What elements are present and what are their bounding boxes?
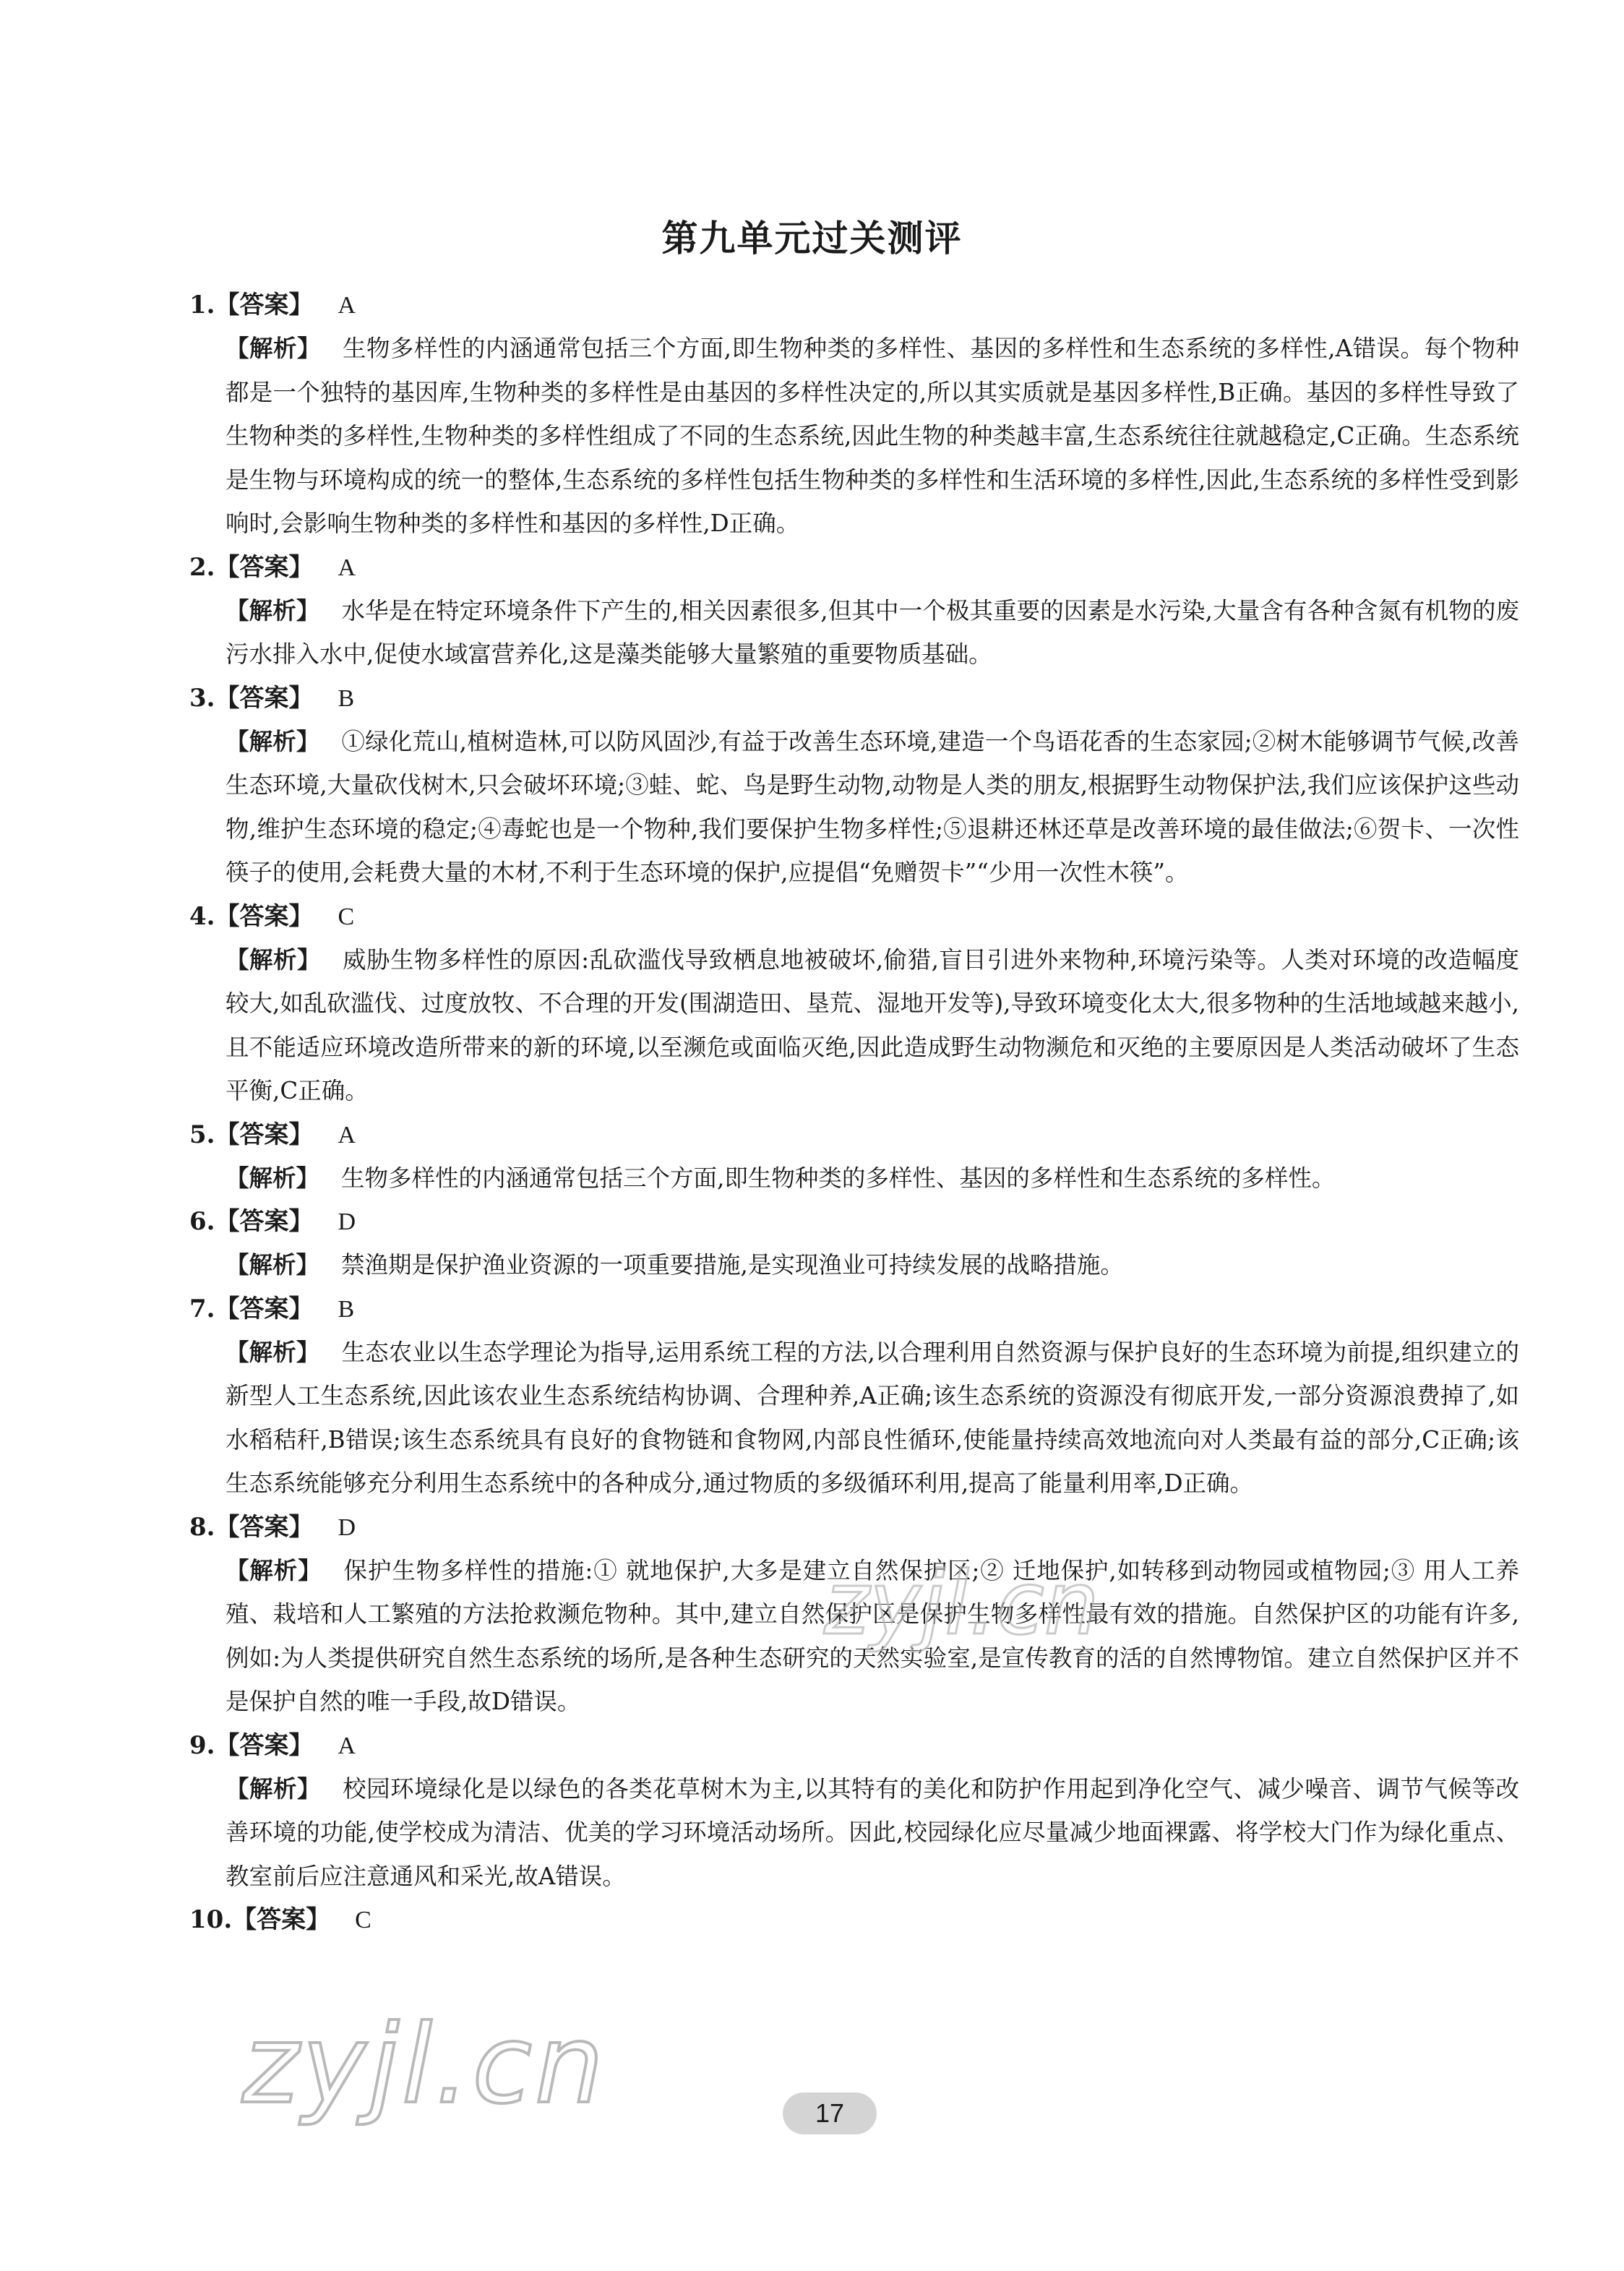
explanation-text: 生物多样性的内涵通常包括三个方面,即生物种类的多样性、基因的多样性和生态系统的多样性,A错误。每个物种都是一个独特的基因库,生物种类的多样性是由基因的多样性决定的,所以其实质就是基因多样性,B正确。基因的多样性导致了生物种类的多样性,生物种类的多样性组成了不同的生态系统,因此生物的种类越丰富,生态系统往往就越稳定,C正确。生态系统是生物与环境构成的统一的整体,生态系统的多样性包括生物种类的多样性和生活环境的多样性,因此,生态系统的多样性受到影响时,会影响生物种类的多样性和基因的多样性,D正确。 xyxy=(225,335,1519,537)
answer-line xyxy=(189,283,1519,327)
explanation xyxy=(189,720,1519,895)
answer-line xyxy=(189,677,1519,720)
question-number: 2. xyxy=(189,552,215,582)
page-title: 第九单元过关测评 xyxy=(661,218,963,259)
explain-tag: 【解析】 xyxy=(225,1774,322,1803)
explanation xyxy=(189,589,1519,677)
answer-tag: 【答案】 xyxy=(215,552,314,582)
answer-line xyxy=(189,1287,1519,1331)
answer-tag: 【答案】 xyxy=(215,1207,314,1236)
explanation xyxy=(189,1243,1519,1287)
answer-line xyxy=(189,1898,1519,1941)
explain-tag: 【解析】 xyxy=(225,945,322,974)
answer-tag: 【答案】 xyxy=(215,1730,314,1760)
watermark-logo-faint: zyjl.cn xyxy=(824,1554,1099,1654)
question-10 xyxy=(189,1898,1519,1941)
explanation-text: 生物多样性的内涵通常包括三个方面,即生物种类的多样性、基因的多样性和生态系统的多样性。 xyxy=(341,1164,1336,1192)
answer-value: C xyxy=(338,903,355,930)
explanation xyxy=(189,1331,1519,1506)
answer-line xyxy=(189,1506,1519,1549)
explain-tag: 【解析】 xyxy=(225,1164,320,1192)
page-number: 17 xyxy=(783,2092,877,2134)
answer-line xyxy=(189,895,1519,938)
question-7 xyxy=(189,1287,1519,1506)
answer-line xyxy=(189,1724,1519,1767)
question-2 xyxy=(189,546,1519,677)
explain-tag: 【解析】 xyxy=(225,1338,320,1366)
answer-value: B xyxy=(338,684,355,712)
watermark-logo: zyjl.cn xyxy=(242,2002,607,2128)
explain-tag: 【解析】 xyxy=(225,596,320,624)
explanation-text: 保护生物多样性的措施:① 就地保护,大多是建立自然保护区;② 迁地保护,如转移到动物园或植物园;③ 用人工养殖、栽培和人工繁殖的方法抢救濒危物种。其中,建立自然保护区是保护生物多样性最有效的措施。自然保护区的功能有许多,例如:为人类提供研究自然生态系统的场所,是各种生态研究的天然实验室,是宣传教育的活的自然博物馆。建立自然保护区并不是保护自然的唯一手段,故D错误。 xyxy=(225,1556,1519,1715)
explanation-text: 威胁生物多样性的原因:乱砍滥伐导致栖息地被破坏,偷猎,盲目引进外来物种,环境污染等。人类对环境的改造幅度较大,如乱砍滥伐、过度放牧、不合理的开发(围湖造田、垦荒、湿地开发等),导致环境变化太大,很多物种的生活地域越来越小,且不能适应环境改造所带来的新的环境,以至濒危或面临灭绝,因此造成野生动物濒危和灭绝的主要原因是人类活动破坏了生态平衡,C正确。 xyxy=(225,945,1519,1104)
answer-value: A xyxy=(338,1732,356,1759)
answer-tag: 【答案】 xyxy=(215,1294,314,1323)
question-number: 4. xyxy=(189,901,215,931)
answer-tag: 【答案】 xyxy=(215,291,314,319)
explanation-text: 禁渔期是保护渔业资源的一项重要措施,是实现渔业可持续发展的战略措施。 xyxy=(341,1251,1124,1279)
explanation-text: ①绿化荒山,植树造林,可以防风固沙,有益于改善生态环境,建造一个鸟语花香的生态家园;②树木能够调节气候,改善生态环境,大量砍伐树木,只会破坏环境;③蛙、蛇、鸟是野生动物,动物是人类的朋友,根据野生动物保护法,我们应该保护这些动物,维护生态环境的稳定;④毒蛇也是一个物种,我们要保护生物多样性;⑤退耕还林还草是改善环境的最佳做法;⑥贺卡、一次性筷子的使用,会耗费大量的木材,不利于生态环境的保护,应提倡“免赠贺卡”“少用一次性木筷”。 xyxy=(225,727,1519,886)
question-number: 9. xyxy=(189,1730,215,1760)
question-number: 10. xyxy=(189,1905,233,1934)
answer-value: C xyxy=(355,1907,371,1933)
question-3 xyxy=(189,677,1519,895)
answer-line xyxy=(189,1113,1519,1156)
question-9 xyxy=(189,1724,1519,1899)
answer-tag: 【答案】 xyxy=(215,683,314,713)
explain-tag: 【解析】 xyxy=(225,335,321,362)
question-number: 1. xyxy=(189,291,215,319)
explanation-text: 生态农业以生态学理论为指导,运用系统工程的方法,以合理利用自然资源与保护良好的生态环境为前提,组织建立的新型人工生态系统,因此该农业生态系统结构协调、合理种养,A正确;该生态系统的资源没有彻底开发,一部分资源浪费掉了,如水稻秸秆,B错误;该生态系统具有良好的食物链和食物网,内部良性循环,使能量持续高效地流向对人类最有益的部分,C正确;该生态系统能够充分利用生态系统中的各种成分,通过物质的多级循环利用,提高了能量利用率,D正确。 xyxy=(225,1338,1519,1497)
answer-tag: 【答案】 xyxy=(215,1512,314,1542)
answer-value: A xyxy=(338,1121,356,1149)
answer-line xyxy=(189,1200,1519,1243)
explanation-text: 水华是在特定环境条件下产生的,相关因素很多,但其中一个极其重要的因素是水污染,大量含有各种含氮有机物的废污水排入水中,促使水域富营养化,这是藻类能够大量繁殖的重要物质基础。 xyxy=(225,596,1519,668)
explanation xyxy=(189,1767,1519,1899)
answer-tag: 【答案】 xyxy=(215,901,314,931)
question-number: 3. xyxy=(189,683,215,713)
answer-line xyxy=(189,546,1519,589)
answer-tag: 【答案】 xyxy=(232,1905,331,1934)
question-6 xyxy=(189,1200,1519,1287)
question-number: 8. xyxy=(189,1512,215,1542)
question-4 xyxy=(189,895,1519,1113)
explain-tag: 【解析】 xyxy=(225,727,320,755)
explain-tag: 【解析】 xyxy=(225,1556,322,1584)
explanation-text: 校园环境绿化是以绿色的各类花草树木为主,以其特有的美化和防护作用起到净化空气、减少噪音、调节气候等改善环境的功能,使学校成为清洁、优美的学习环境活动场所。因此,校园绿化应尽量减少地面裸露、将学校大门作为绿化重点、教室前后应注意通风和采光,故A错误。 xyxy=(225,1774,1519,1890)
answer-list xyxy=(189,283,1519,1941)
answer-tag: 【答案】 xyxy=(215,1120,314,1149)
explain-tag: 【解析】 xyxy=(225,1251,320,1279)
question-number: 6. xyxy=(189,1207,215,1236)
answer-value: A xyxy=(338,554,356,581)
question-number: 5. xyxy=(189,1120,215,1149)
answer-value: D xyxy=(338,1514,356,1541)
explanation xyxy=(189,1156,1519,1201)
explanation xyxy=(189,938,1519,1113)
answer-value: B xyxy=(338,1295,355,1323)
answer-value: A xyxy=(338,292,356,319)
question-5 xyxy=(189,1113,1519,1201)
question-1 xyxy=(189,283,1519,546)
question-number: 7. xyxy=(189,1294,215,1323)
explanation xyxy=(189,327,1519,546)
answer-value: D xyxy=(338,1209,356,1235)
